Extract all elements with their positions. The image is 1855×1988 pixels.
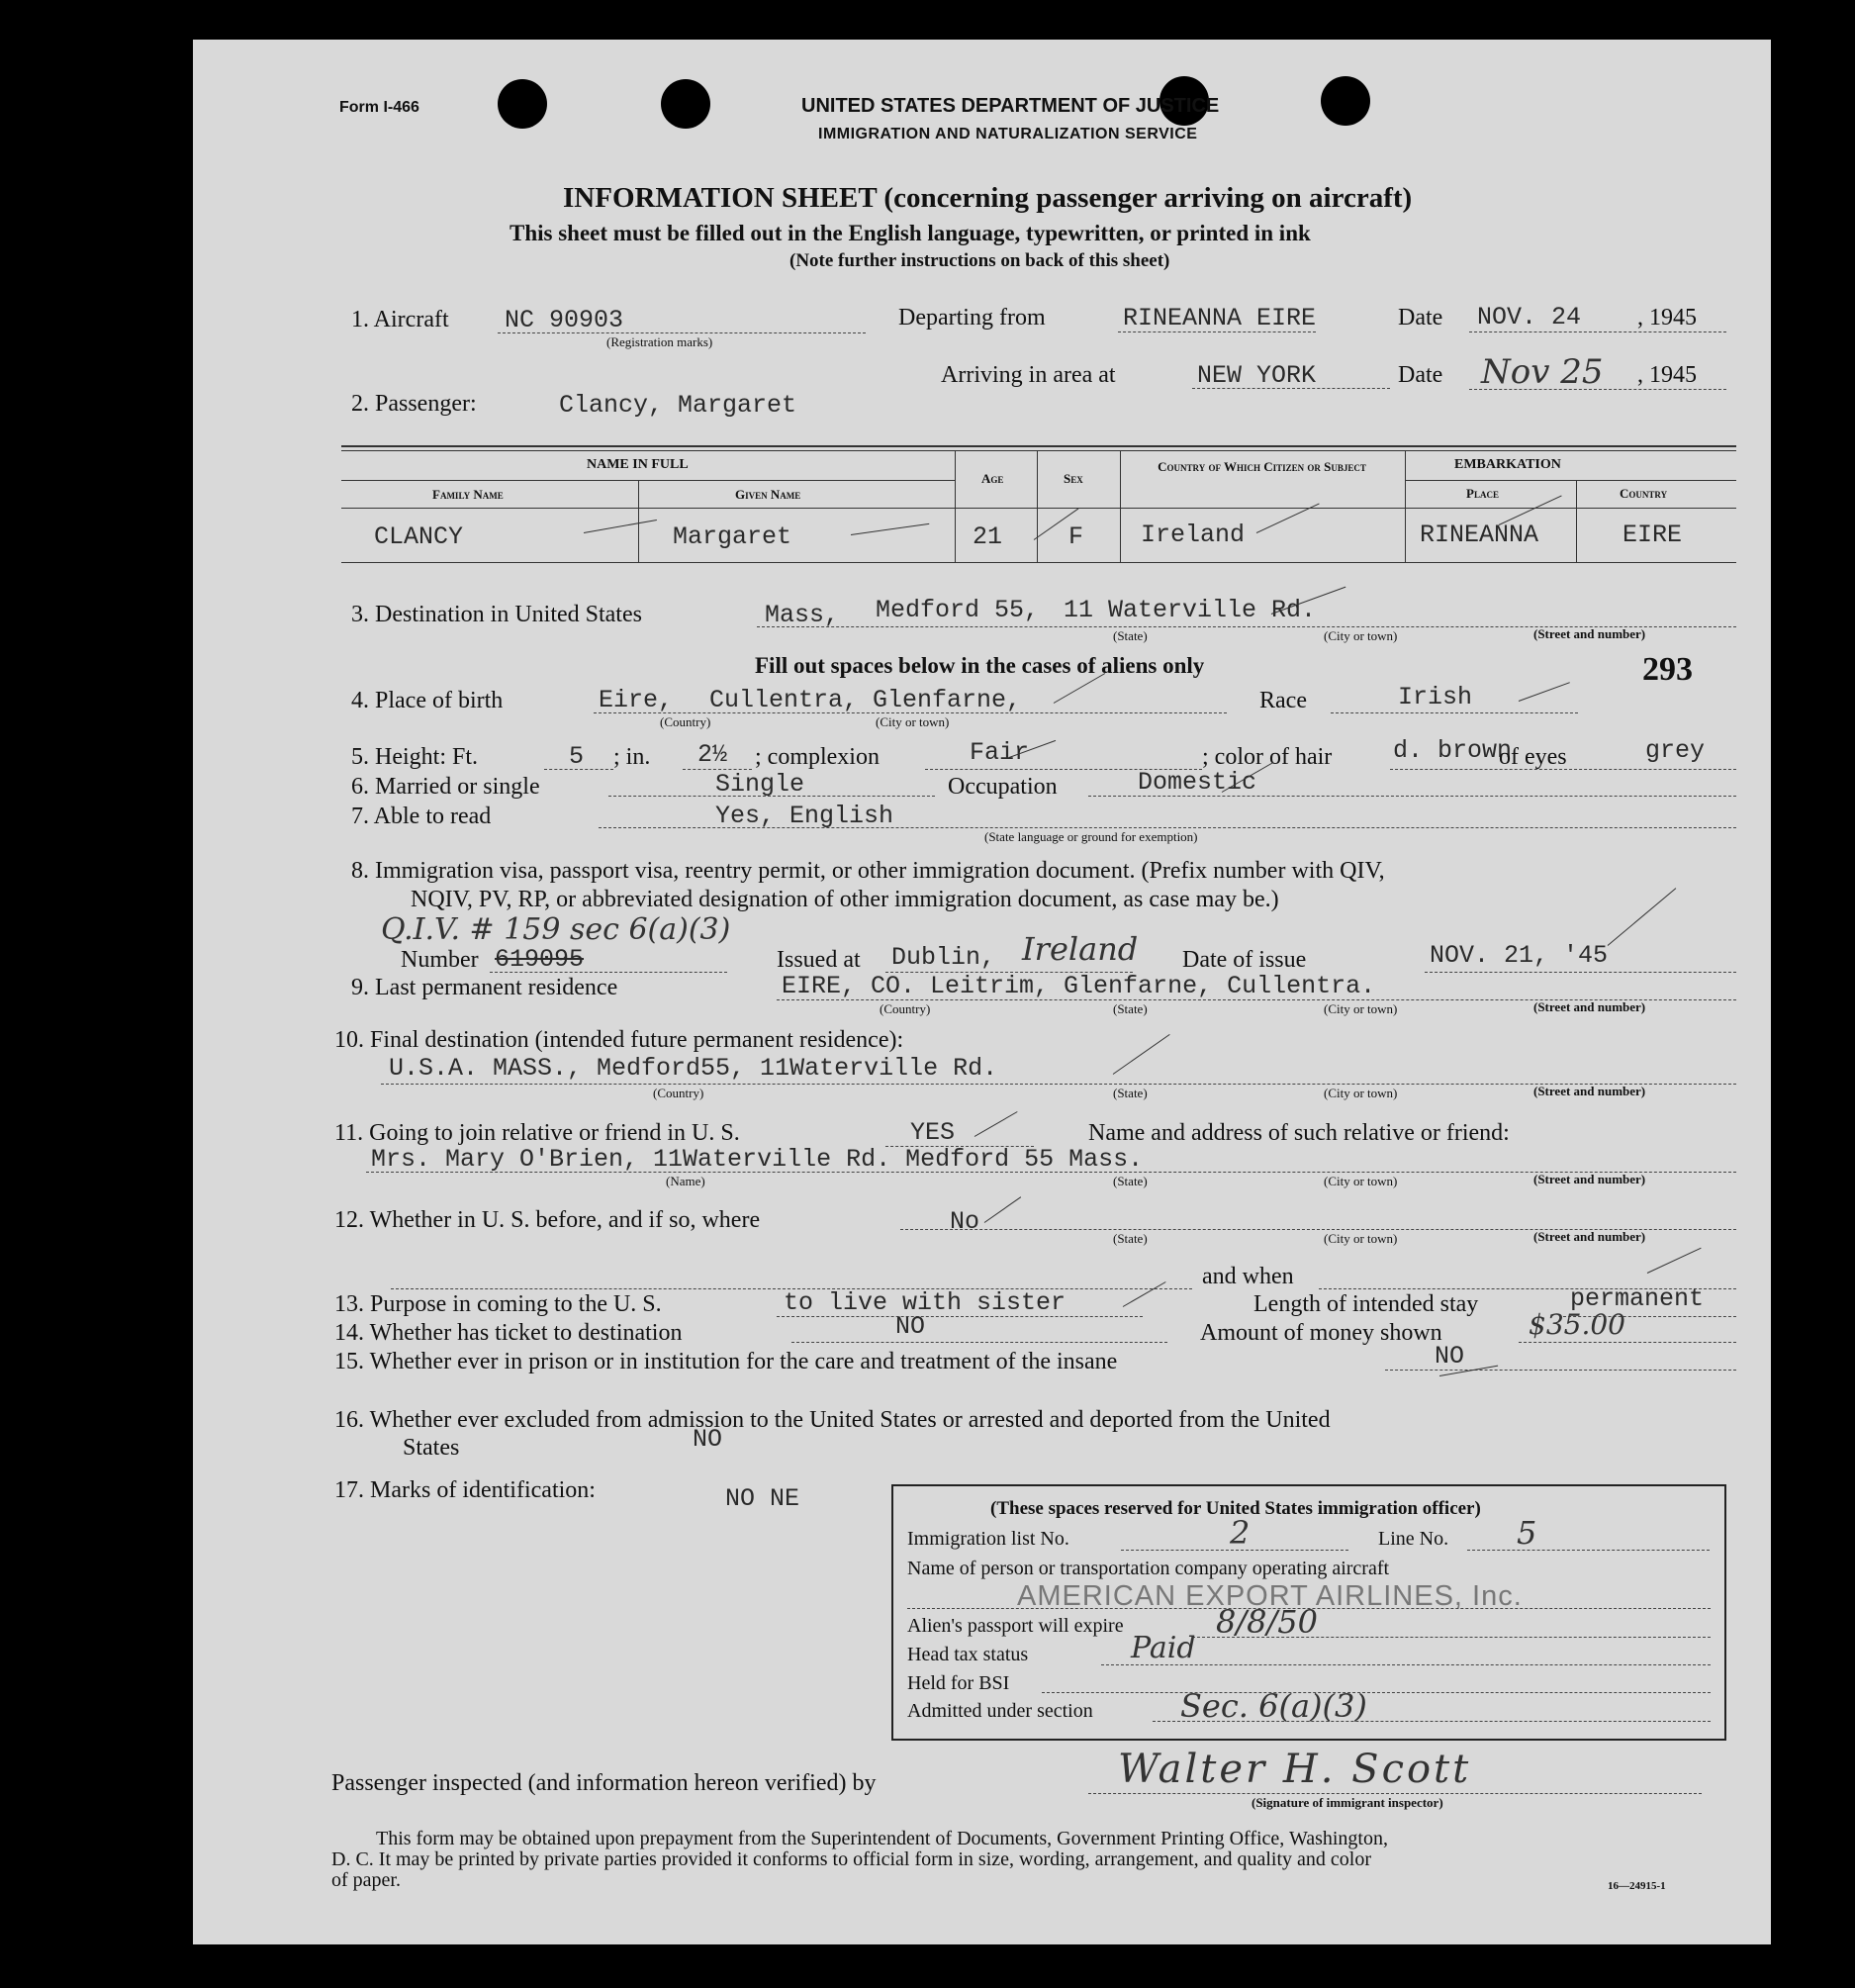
issue-date-label: Date of issue [1182,947,1307,973]
sex-value: F [1068,522,1084,551]
final-destination-label: 10. Final destination (intended future permanent residence): [334,1027,904,1053]
arrive-year: , 1945 [1637,362,1697,388]
caption-relative-name: (Name) [666,1174,705,1188]
arriving-at: NEW YORK [1197,361,1317,390]
signature-caption: (Signature of immigrant inspector) [1252,1795,1443,1810]
caption-res-street: (Street and number) [1533,999,1646,1014]
stay-value: permanent [1570,1284,1705,1313]
prison-value: NO [1435,1342,1465,1371]
excluded-label-2: States [403,1435,460,1461]
birth-country: Eire, [599,686,674,714]
depart-year: , 1945 [1637,305,1697,331]
eyes-label: of eyes [1499,744,1567,770]
form-number: Form I-466 [339,99,419,116]
number-label: Number [401,947,479,973]
read-value: Yes, English [715,802,894,830]
arrive-date: Nov 25 [1481,352,1604,392]
marital-label: 6. Married or single [351,774,540,800]
issued-label: Issued at [777,947,861,973]
page-subtitle: This sheet must be filled out in the English language, typewritten, or printed in ink [510,221,1311,245]
caption-res-city: (City or town) [1324,1001,1398,1016]
embark-country-value: EIRE [1623,521,1683,549]
destination-label: 3. Destination in United States [351,602,642,627]
company-label: Name of person or transportation company operating aircraft [907,1558,1390,1579]
race-value: Irish [1398,683,1473,711]
company-stamp: AMERICAN EXPORT AIRLINES, Inc. [1017,1580,1523,1612]
caption-final-city: (City or town) [1324,1086,1398,1100]
caption-previous-state: (State) [1113,1231,1148,1246]
excluded-value: NO [693,1425,723,1454]
list-no-value: 2 [1230,1514,1251,1552]
residence-value: EIRE, CO. Leitrim, Glenfarne, Cullentra. [782,972,1376,1000]
read-label: 7. Able to read [351,804,492,829]
admitted-label: Admitted under section [907,1700,1093,1722]
ticket-label: 14. Whether has ticket to destination [334,1320,683,1346]
caption-final-street: (Street and number) [1533,1084,1646,1098]
inspector-signature: Walter H. Scott [1118,1747,1472,1792]
age-header: Age [981,471,1004,486]
destination-city: Medford 55, [876,596,1040,624]
caption-city: (City or town) [1324,628,1398,643]
race-label: Race [1259,688,1307,713]
depart-date-label: Date [1398,305,1443,331]
caption-previous-street: (Street and number) [1533,1229,1646,1244]
place-header: Place [1466,486,1499,501]
citizen-value: Ireland [1141,521,1246,549]
document-number: 619095 [495,945,585,974]
family-name-value: CLANCY [374,522,464,551]
prison-label: 15. Whether ever in prison or in institution for the care and treatment of the insane [334,1349,1118,1374]
issue-date: NOV. 21, '45 [1430,941,1609,970]
arrive-date-label: Date [1398,362,1443,388]
destination-state: Mass, [765,601,840,629]
final-destination-value: U.S.A. MASS., Medford55, 11Waterville Rd. [389,1054,998,1083]
embarkation-header: EMBARKATION [1454,457,1561,472]
caption-birth-city: (City or town) [876,714,950,729]
headtax-label: Head tax status [907,1644,1029,1665]
caption-res-country: (Country) [880,1001,931,1016]
officer-box-title: (These spaces reserved for United States immigration officer) [990,1498,1481,1519]
family-name-header: Family Name [432,487,504,502]
complexion-label: ; complexion [755,744,880,770]
list-no-label: Immigration list No. [907,1528,1069,1550]
footer-line-1: This form may be obtained upon prepayment from the Superintendent of Documents, Government Printing Office, Washington, [376,1828,1388,1849]
caption-relative-city: (City or town) [1324,1174,1398,1188]
height-label: 5. Height: Ft. [351,744,479,770]
caption-final-state: (State) [1113,1086,1148,1100]
document-label: 8. Immigration visa, passport visa, reentry permit, or other immigration document. (Prefix number with QIV, [351,858,1385,884]
aircraft-label: 1. Aircraft [351,307,449,332]
departing-from: RINEANNA EIRE [1123,304,1317,332]
departing-label: Departing from [898,305,1046,331]
eyes-value: grey [1645,736,1706,765]
name-in-full-header: NAME IN FULL [587,457,689,472]
bsi-label: Held for BSI [907,1672,1010,1694]
sex-header: Sex [1064,471,1083,486]
caption-res-state: (State) [1113,1001,1148,1016]
previous-us-value: No [950,1207,980,1236]
aircraft-caption: (Registration marks) [606,334,713,349]
document-label-2: NQIV, PV, RP, or abbreviated designation of other immigration document, as case may be.) [411,887,1279,912]
arriving-label: Arriving in area at [941,362,1116,388]
residence-label: 9. Last permanent residence [351,975,618,1000]
depart-date: NOV. 24 [1477,303,1582,331]
sheet-number: 293 [1642,651,1693,688]
issued-at: Dublin, [891,943,996,972]
given-name-value: Margaret [673,522,792,551]
read-caption: (State language or ground for exemption) [984,829,1198,844]
passenger-label: 2. Passenger: [351,391,477,417]
officer-box [891,1484,1726,1741]
complexion-value: Fair [970,738,1030,767]
country-header: Country [1620,486,1668,501]
previous-us-label: 12. Whether in U. S. before, and if so, where [334,1207,761,1233]
form-sheet [193,40,1771,1944]
and-when-label: and when [1202,1264,1294,1289]
embark-place-value: RINEANNA [1420,521,1539,549]
purpose-label: 13. Purpose in coming to the U. S. [334,1291,662,1317]
caption-birth-country: (Country) [660,714,711,729]
height-in-label: ; in. [613,744,651,770]
aliens-only-heading: Fill out spaces below in the cases of aliens only [755,653,1205,678]
line-no-value: 5 [1517,1514,1537,1552]
money-value: $35.00 [1529,1308,1625,1341]
footer-line-2: D. C. It may be printed by private parties provided it conforms to official form in size, wording, arrangement, and quality and color [331,1848,1372,1870]
destination-street: 11 Waterville Rd. [1064,596,1317,624]
money-label: Amount of money shown [1200,1320,1442,1346]
caption-final-country: (Country) [653,1086,704,1100]
hair-label: ; color of hair [1202,744,1333,770]
headtax-value: Paid [1131,1631,1196,1665]
page-title: INFORMATION SHEET (concerning passenger arriving on aircraft) [563,182,1413,214]
line-no-label: Line No. [1378,1528,1449,1550]
punch-hole [498,79,547,129]
service-name: IMMIGRATION AND NATURALIZATION SERVICE [818,126,1198,142]
passport-value: 8/8/50 [1216,1603,1318,1641]
footer-line-3: of paper. [331,1869,401,1891]
passport-label: Alien's passport will expire [907,1615,1124,1637]
given-name-header: Given Name [735,487,801,502]
punch-hole [661,79,710,129]
birthplace-label: 4. Place of birth [351,688,504,713]
caption-previous-city: (City or town) [1324,1231,1398,1246]
join-relative-label: 11. Going to join relative or friend in U. S. [334,1120,740,1146]
passenger-name: Clancy, Margaret [559,391,797,420]
marks-value: NO NE [725,1484,800,1513]
age-value: 21 [973,522,1003,551]
footer-code: 16—24915-1 [1608,1880,1666,1892]
relative-value: Mrs. Mary O'Brien, 11Waterville Rd. Medford 55 Mass. [371,1145,1144,1174]
occupation-label: Occupation [948,774,1058,800]
instructions-note: (Note further instructions on back of this sheet) [789,250,1170,271]
relative-name-label: Name and address of such relative or friend: [1088,1120,1510,1146]
birth-city: Cullentra, Glenfarne, [709,686,1022,714]
inspection-label: Passenger inspected (and information hereon verified) by [331,1770,877,1796]
caption-relative-street: (Street and number) [1533,1172,1646,1186]
occupation-value: Domestic [1138,768,1257,797]
height-feet: 5 [569,742,585,771]
department-name: UNITED STATES DEPARTMENT OF JUSTICE [801,95,1220,117]
punch-hole [1321,76,1370,126]
excluded-label: 16. Whether ever excluded from admission to the United States or arrested and deported from the United [334,1407,1331,1433]
caption-street: (Street and number) [1533,626,1646,641]
issued-at-handwritten: Ireland [1022,930,1139,968]
caption-state: (State) [1113,628,1148,643]
marks-label: 17. Marks of identification: [334,1477,596,1503]
caption-relative-state: (State) [1113,1174,1148,1188]
ticket-value: NO [895,1312,926,1341]
aircraft-registration: NC 90903 [505,306,624,334]
stay-label: Length of intended stay [1253,1291,1479,1317]
visa-handwritten: Q.I.V. # 159 sec 6(a)(3) [381,912,731,947]
purpose-value: to live with sister [784,1288,1067,1317]
hair-value: d. brown [1393,736,1513,765]
height-inches: 2½ [697,740,728,769]
marital-value: Single [715,770,805,799]
admitted-value: Sec. 6(a)(3) [1180,1687,1367,1725]
join-relative-value: YES [910,1118,956,1147]
citizenship-header: Country of Which Citizen or Subject [1158,459,1366,474]
